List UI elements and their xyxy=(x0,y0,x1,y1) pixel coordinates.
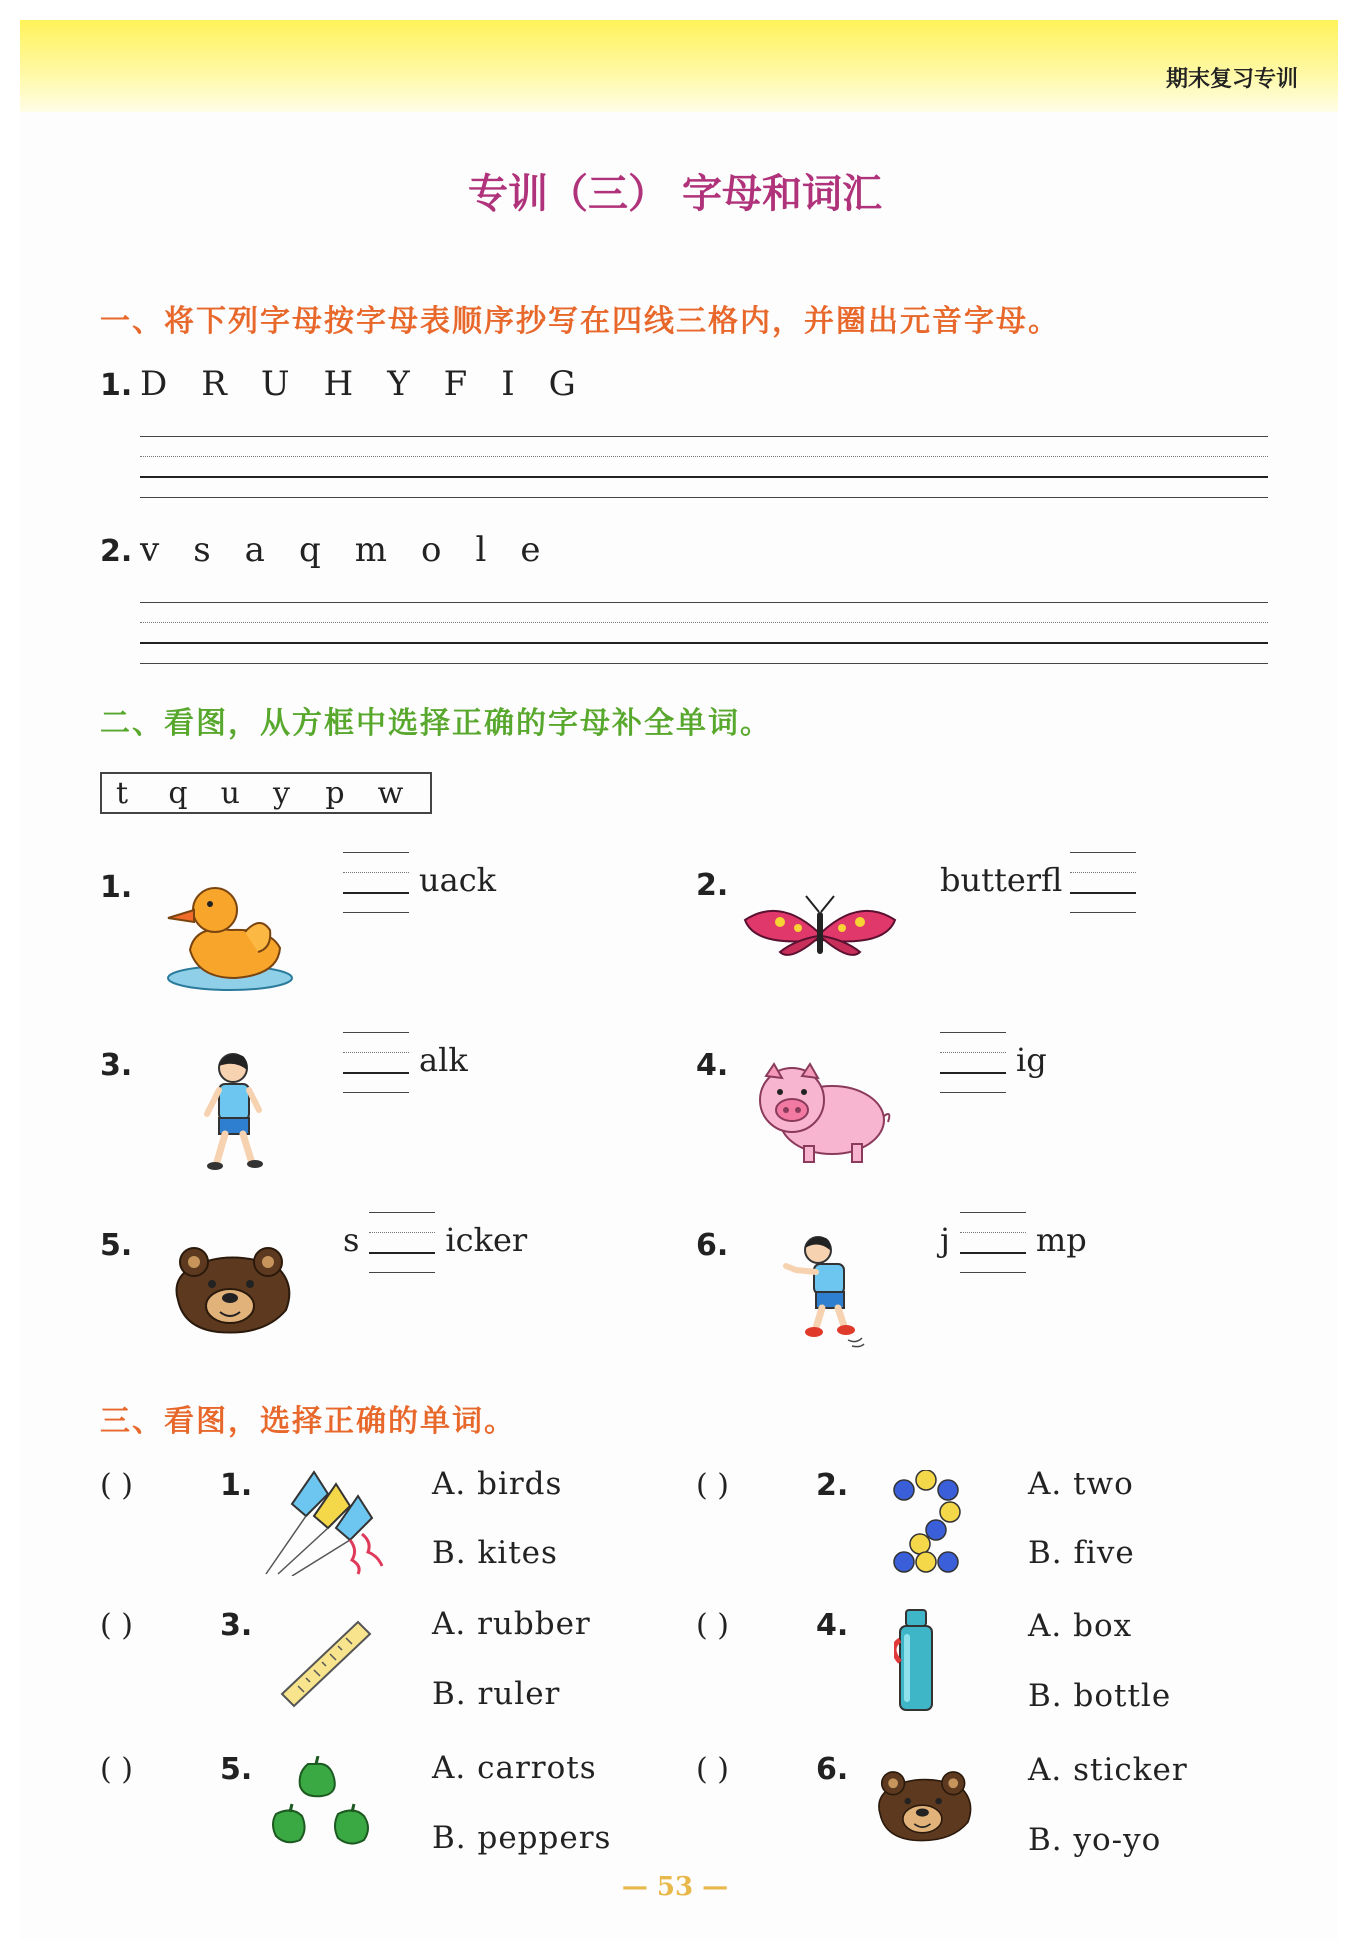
s2-item6-word xyxy=(940,1212,1087,1272)
letter: H xyxy=(323,364,354,404)
s3-item4-option-a[interactable]: A. box xyxy=(1028,1608,1133,1644)
box-letter: y xyxy=(272,775,290,811)
letter: s xyxy=(193,530,211,570)
answer-blank[interactable] xyxy=(343,1032,409,1092)
s2-item4-word xyxy=(940,1032,1047,1092)
letter: m xyxy=(354,530,387,570)
letter: U xyxy=(260,364,290,404)
s3-item5-option-b[interactable]: B. peppers xyxy=(432,1820,612,1856)
s2-item4-number: 4. xyxy=(696,1048,729,1083)
s3-item6-option-a[interactable]: A. sticker xyxy=(1028,1752,1188,1788)
s3-item3-option-b[interactable]: B. ruler xyxy=(432,1676,561,1712)
page-title: 专训（三） 字母和词汇 xyxy=(468,171,882,217)
letter: l xyxy=(475,530,487,570)
box-letter: p xyxy=(325,775,345,811)
s3-item5-number: 5. xyxy=(220,1752,253,1787)
s3-item1-number: 1. xyxy=(220,1468,253,1503)
s2-item2-number: 2. xyxy=(696,868,729,903)
answer-parens[interactable]: ( ) xyxy=(100,1468,133,1503)
kites-icon xyxy=(262,1464,397,1576)
header-banner xyxy=(20,20,1338,112)
box-letter: w xyxy=(377,775,404,811)
answer-parens[interactable]: ( ) xyxy=(696,1608,729,1643)
box-letter: u xyxy=(220,775,240,811)
bear-sticker-icon xyxy=(872,1764,976,1848)
header-tab-label: 期末复习专训 xyxy=(1165,67,1298,92)
answer-parens[interactable]: ( ) xyxy=(696,1468,729,1503)
number-two-balls-icon xyxy=(890,1470,966,1574)
butterfly-icon xyxy=(740,892,900,972)
s3-item3-number: 3. xyxy=(220,1608,253,1643)
letter: q xyxy=(298,530,321,570)
answer-blank[interactable] xyxy=(1070,852,1136,912)
letter: e xyxy=(520,530,541,570)
answer-parens[interactable]: ( ) xyxy=(100,1608,133,1643)
s2-item6-number: 6. xyxy=(696,1228,729,1263)
s1-q1-number: 1. xyxy=(100,368,133,403)
word-suffix: mp xyxy=(1035,1220,1087,1259)
s3-item1-option-a[interactable]: A. birds xyxy=(432,1466,563,1502)
letter: D xyxy=(140,364,168,404)
s2-item5-word xyxy=(343,1212,527,1272)
box-letter: t xyxy=(116,775,129,811)
s3-item4-number: 4. xyxy=(816,1608,849,1643)
s2-item3-word xyxy=(343,1032,468,1092)
page-number: — 53 — xyxy=(621,1872,729,1902)
s3-item5-option-a[interactable]: A. carrots xyxy=(432,1750,597,1786)
letter: o xyxy=(420,530,442,570)
letter: R xyxy=(201,364,227,404)
bear-sticker-icon xyxy=(168,1240,296,1340)
letter: a xyxy=(244,530,265,570)
letter: F xyxy=(443,364,468,404)
word-suffix: uack xyxy=(419,860,496,899)
s2-item5-number: 5. xyxy=(100,1228,133,1263)
letter: v xyxy=(140,530,160,570)
s1-q1-letters xyxy=(140,364,610,404)
jumping-boy-icon xyxy=(778,1232,872,1350)
box-letter: q xyxy=(168,775,188,811)
s3-item3-option-a[interactable]: A. rubber xyxy=(432,1606,591,1642)
s3-item2-option-b[interactable]: B. five xyxy=(1028,1535,1135,1571)
s3-item2-option-a[interactable]: A. two xyxy=(1028,1466,1134,1502)
s2-item1-number: 1. xyxy=(100,870,133,905)
answer-parens[interactable]: ( ) xyxy=(100,1752,133,1787)
s2-item2-word xyxy=(940,852,1136,912)
peppers-icon xyxy=(268,1756,380,1848)
answer-blank[interactable] xyxy=(940,1032,1006,1092)
answer-blank[interactable] xyxy=(343,852,409,912)
s2-item3-number: 3. xyxy=(100,1048,133,1083)
answer-blank[interactable] xyxy=(960,1212,1026,1272)
word-suffix: alk xyxy=(419,1040,468,1079)
ruler-icon xyxy=(278,1618,374,1710)
section3-heading: 三、看图，选择正确的单词。 xyxy=(100,1404,516,1439)
s3-item1-option-b[interactable]: B. kites xyxy=(432,1535,558,1571)
s3-item6-option-b[interactable]: B. yo-yo xyxy=(1028,1822,1162,1858)
s1-q2-number: 2. xyxy=(100,534,133,569)
s3-item4-option-b[interactable]: B. bottle xyxy=(1028,1678,1172,1714)
letter: G xyxy=(548,364,576,404)
bottle-icon xyxy=(894,1608,938,1714)
letter-choice-box xyxy=(100,772,432,814)
word-prefix: s xyxy=(343,1220,360,1259)
word-prefix: butterfl xyxy=(940,860,1063,899)
s2-item1-word xyxy=(343,852,496,912)
word-suffix: ig xyxy=(1016,1040,1047,1079)
s1-q2-letters xyxy=(140,530,574,570)
duck-icon xyxy=(160,870,295,995)
letter: I xyxy=(501,364,515,404)
letter: Y xyxy=(387,364,410,404)
word-suffix: icker xyxy=(445,1220,528,1259)
walking-girl-icon xyxy=(195,1050,275,1175)
pig-icon xyxy=(752,1056,892,1168)
s3-item2-number: 2. xyxy=(816,1468,849,1503)
answer-parens[interactable]: ( ) xyxy=(696,1752,729,1787)
word-prefix: j xyxy=(940,1220,950,1259)
s3-item6-number: 6. xyxy=(816,1752,849,1787)
section2-heading: 二、看图，从方框中选择正确的字母补全单词。 xyxy=(100,706,772,741)
answer-blank[interactable] xyxy=(369,1212,435,1272)
section1-heading: 一、将下列字母按字母表顺序抄写在四线三格内，并圈出元音字母。 xyxy=(100,304,1060,339)
